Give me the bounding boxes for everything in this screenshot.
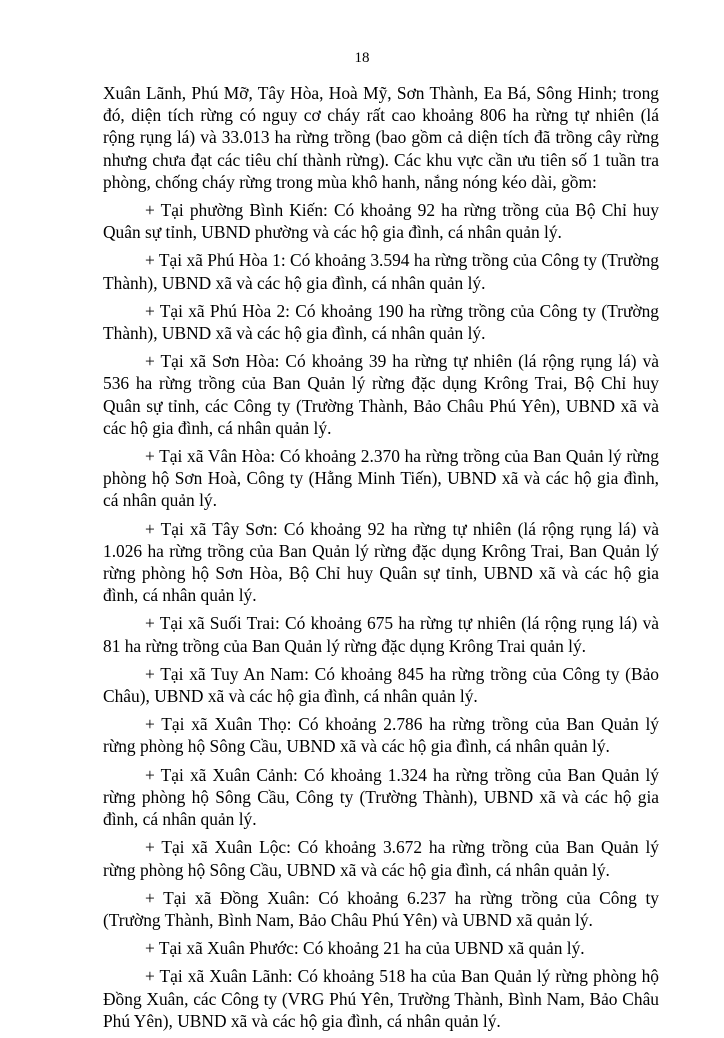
list-item-dong-xuan: + Tại xã Đồng Xuân: Có khoảng 6.237 ha rừng trồng của Công ty (Trường Thành, Bình Nam, Bảo Châu Phú Yên) và UBND xã quản lý. bbox=[103, 887, 659, 930]
list-item-xuan-lanh: + Tại xã Xuân Lãnh: Có khoảng 518 ha của Ban Quản lý rừng phòng hộ Đồng Xuân, các Công ty (VRG Phú Yên, Trường Thành, Bình Nam, Bảo Châu Phú Yên), UBND xã và các hộ gia đình, cá nhân quản lý. bbox=[103, 966, 659, 1031]
list-item-tuy-an-nam: + Tại xã Tuy An Nam: Có khoảng 845 ha rừng trồng của Công ty (Bảo Châu), UBND xã và các hộ gia đình, cá nhân quản lý. bbox=[103, 663, 659, 707]
document-body bbox=[103, 82, 659, 1038]
list-item-phu-hoa-1: + Tại xã Phú Hòa 1: Có khoảng 3.594 ha rừng trồng của Công ty (Trường Thành), UBND xã và các hộ gia đình, cá nhân quản lý. bbox=[103, 250, 659, 293]
list-item-xuan-tho: + Tại xã Xuân Thọ: Có khoảng 2.786 ha rừng trồng của Ban Quản lý rừng phòng hộ Sông Cầu, UBND xã và các hộ gia đình, cá nhân quản lý. bbox=[103, 714, 659, 757]
list-item-van-hoa: + Tại xã Vân Hòa: Có khoảng 2.370 ha rừng trồng của Ban Quản lý rừng phòng hộ Sơn Hoà, Công ty (Hằng Minh Tiến), UBND xã và các hộ gia đình, cá nhân quản lý. bbox=[103, 446, 659, 511]
list-item-xuan-loc: + Tại xã Xuân Lộc: Có khoảng 3.672 ha rừng trồng của Ban Quản lý rừng phòng hộ Sông Cầu, UBND xã và các hộ gia đình, cá nhân quản lý. bbox=[103, 837, 659, 880]
list-item-phu-hoa-2: + Tại xã Phú Hòa 2: Có khoảng 190 ha rừng trồng của Công ty (Trường Thành), UBND xã và các hộ gia đình, cá nhân quản lý. bbox=[103, 300, 659, 344]
list-item-tay-son: + Tại xã Tây Sơn: Có khoảng 92 ha rừng tự nhiên (lá rộng rụng lá) và 1.026 ha rừng trồng của Ban Quản lý rừng đặc dụng Krông Trai, Ban Quản lý rừng phòng hộ Sơn Hòa, Bộ Chỉ huy Quân sự tỉnh, UBND xã và các hộ gia đình, cá nhân quản lý. bbox=[103, 518, 659, 606]
list-item-binh-kien: + Tại phường Bình Kiến: Có khoảng 92 ha rừng trồng của Bộ Chỉ huy Quân sự tỉnh, UBND phường và các hộ gia đình, cá nhân quản lý. bbox=[103, 200, 659, 243]
list-item-suoi-trai: + Tại xã Suối Trai: Có khoảng 675 ha rừng tự nhiên (lá rộng rụng lá) và 81 ha rừng trồng của Ban Quản lý rừng đặc dụng Krông Trai quản lý. bbox=[103, 613, 659, 656]
list-item-xuan-canh: + Tại xã Xuân Cảnh: Có khoảng 1.324 ha rừng trồng của Ban Quản lý rừng phòng hộ Sông Cầu, Công ty (Trường Thành), UBND xã và các hộ gia đình, cá nhân quản lý. bbox=[103, 764, 659, 830]
intro-paragraph: Xuân Lãnh, Phú Mỡ, Tây Hòa, Hoà Mỹ, Sơn Thành, Ea Bá, Sông Hinh; trong đó, diện tích rừng có nguy cơ cháy rất cao khoảng 806 ha rừng tự nhiên (lá rộng rụng lá) và 33.013 ha rừng trồng (bao gồm cả diện tích đã trồng cây rừng nhưng chưa đạt các tiêu chí thành rừng). Các khu vực cần ưu tiên số 1 tuần tra phòng, chống cháy rừng trong mùa khô hanh, nắng nóng kéo dài, gồm: bbox=[103, 83, 659, 192]
list-item-xuan-phuoc: + Tại xã Xuân Phước: Có khoảng 21 ha của UBND xã quản lý. bbox=[145, 938, 585, 959]
page-number: 18 bbox=[354, 50, 370, 66]
list-item-son-hoa: + Tại xã Sơn Hòa: Có khoảng 39 ha rừng tự nhiên (lá rộng rụng lá) và 536 ha rừng trồng của Ban Quản lý rừng đặc dụng Krông Trai, Bộ Chỉ huy Quân sự tỉnh, các Công ty (Trường Thành, Bảo Châu Phú Yên), UBND xã và các hộ gia đình, cá nhân quản lý. bbox=[103, 351, 659, 438]
